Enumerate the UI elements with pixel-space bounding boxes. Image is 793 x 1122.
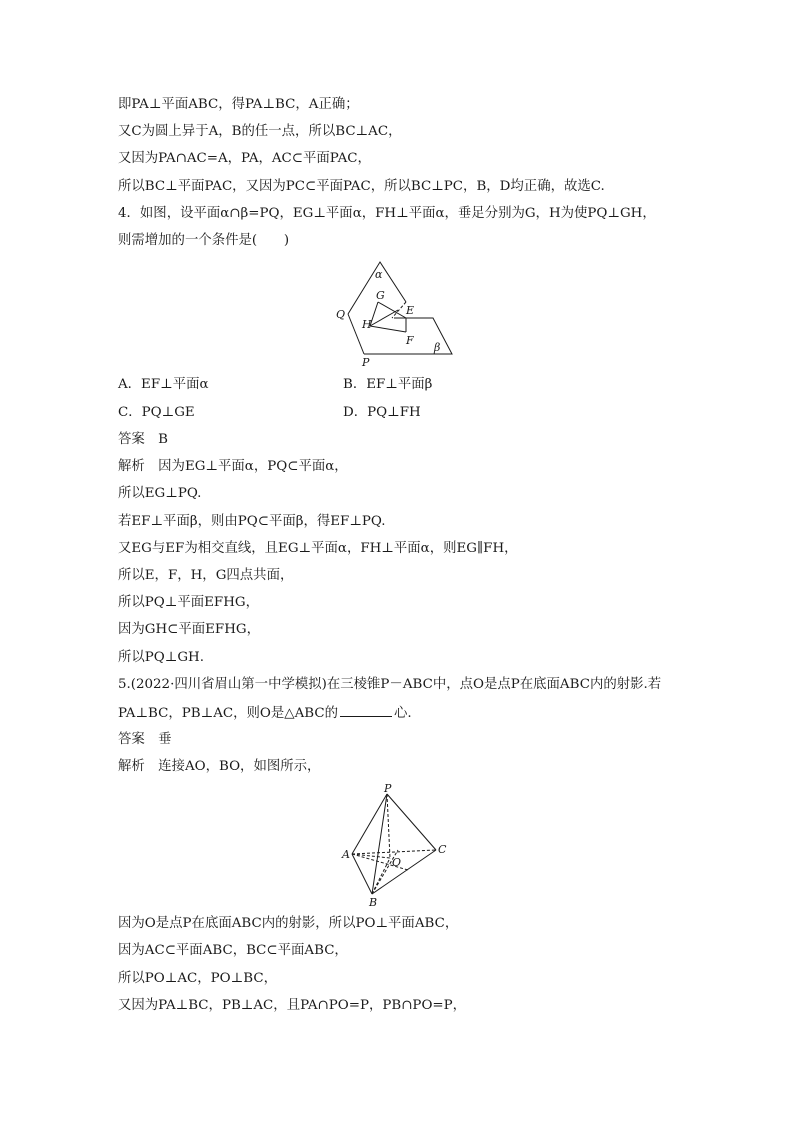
figure-planes <box>330 258 460 368</box>
text-line: 所以PQ⊥平面EFHG， <box>118 595 259 610</box>
label-o: O <box>392 856 402 869</box>
text-line: 若EF⊥平面β，则由PQ⊂平面β，得EF⊥PQ. <box>118 514 386 529</box>
label-a: A <box>342 848 350 861</box>
edge-pa <box>352 794 387 854</box>
text-line: 又C为圆上异于A，B的任一点，所以BC⊥AC， <box>118 124 402 139</box>
label-h: H <box>362 318 372 331</box>
edge-pc <box>387 794 436 850</box>
text-line: 所以EG⊥PQ. <box>118 486 202 501</box>
text-line: 又EG与EF为相交直线，且EG⊥平面α，FH⊥平面α，则EG∥FH， <box>118 541 518 556</box>
question-5-line2 <box>118 703 412 723</box>
option-c: C．PQ⊥GE <box>118 405 195 420</box>
label-q: Q <box>336 308 346 321</box>
label-p: P <box>362 356 370 368</box>
fill-blank <box>340 703 392 717</box>
label-b: B <box>369 896 378 909</box>
label-p: P <box>384 782 392 795</box>
text-line: 即PA⊥平面ABC，得PA⊥BC，A正确； <box>118 97 359 112</box>
text-line: 所以BC⊥平面PAC，又因为PC⊂平面PAC，所以BC⊥PC，B，D均正确，故选C. <box>118 179 605 194</box>
text-line: 又因为PA∩AC=A，PA，AC⊂平面PAC， <box>118 151 371 166</box>
question-5: 5.(2022·四川省眉山第一中学模拟)在三棱锥P－ABC中，点O是点P在底面ABC内的射影.若 <box>118 677 662 692</box>
edge-ac-hidden <box>352 850 436 854</box>
analysis-line: 解析 因为EG⊥平面α，PQ⊂平面α， <box>118 459 348 474</box>
text-line: 所以PO⊥AC，PO⊥BC， <box>118 971 277 986</box>
q5-text-after: 心. <box>393 706 412 721</box>
label-f: F <box>406 334 414 347</box>
line-ge <box>378 302 406 318</box>
q5-text-before: PA⊥BC，PB⊥AC，则O是△ABC的 <box>118 706 338 721</box>
label-alpha: α <box>375 268 383 281</box>
option-a: A．EF⊥平面α <box>118 377 209 392</box>
answer-line: 答案 垂 <box>118 732 172 747</box>
text-line: 因为O是点P在底面ABC内的射影，所以PO⊥平面ABC， <box>118 916 459 931</box>
edge-ab <box>352 854 372 894</box>
segment-po <box>387 794 390 858</box>
text-line: 则需增加的一个条件是( ) <box>118 233 290 248</box>
text-line: 又因为PA⊥BC，PB⊥AC，且PA∩PO=P，PB∩PO=P， <box>118 998 467 1013</box>
line-hf <box>370 326 406 332</box>
question-4: 4．如图，设平面α∩β=PQ，EG⊥平面α，FH⊥平面α，垂足分别为G，H为使PQ⊥GH， <box>118 206 656 221</box>
text-line: 所以E，F，H，G四点共面， <box>118 568 294 583</box>
text-line: 所以PQ⊥GH. <box>118 650 204 665</box>
label-c: C <box>438 843 447 856</box>
option-d: D．PQ⊥FH <box>343 405 421 420</box>
text-line: 因为GH⊂平面EFHG， <box>118 622 260 637</box>
label-e: E <box>406 304 415 317</box>
label-beta: β <box>434 341 441 354</box>
option-b: B．EF⊥平面β <box>343 377 433 392</box>
analysis-line: 解析 连接AO，BO，如图所示， <box>118 759 321 774</box>
answer-line: 答案 B <box>118 432 169 447</box>
edge-bc <box>372 850 436 894</box>
plane-alpha-hidden-edge <box>392 302 406 318</box>
figure-tetrahedron <box>338 782 458 912</box>
label-g: G <box>376 289 385 302</box>
text-line: 因为AC⊂平面ABC，BC⊂平面ABC， <box>118 943 348 958</box>
